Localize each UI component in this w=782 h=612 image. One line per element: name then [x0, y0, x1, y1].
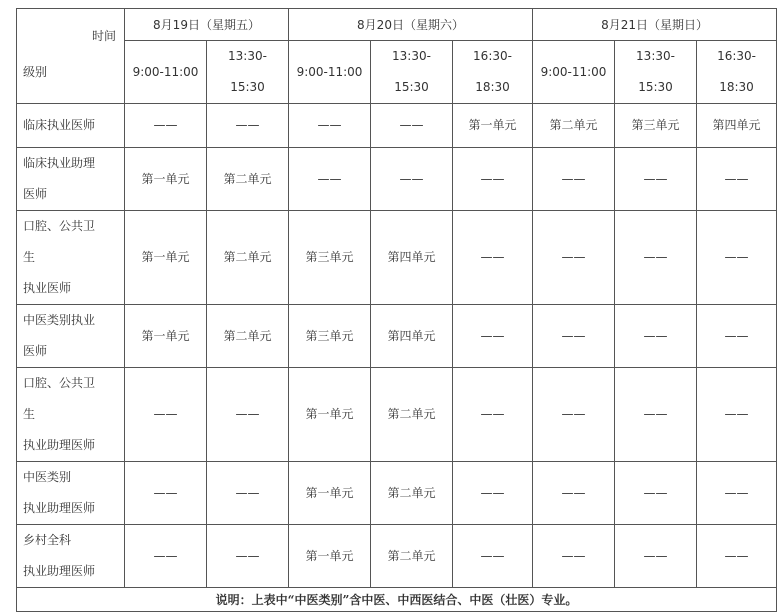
- schedule-cell: ——: [533, 148, 615, 211]
- schedule-cell: ——: [125, 462, 207, 525]
- schedule-cell: ——: [697, 305, 777, 368]
- schedule-cell: ——: [533, 368, 615, 462]
- header-corner-cell: [17, 9, 125, 104]
- table-row: [17, 368, 777, 462]
- schedule-cell: 第一单元: [289, 368, 371, 462]
- slot-header: 16:30- 18:30: [697, 41, 777, 104]
- schedule-cell: ——: [453, 211, 533, 305]
- schedule-cell: ——: [615, 368, 697, 462]
- schedule-cell: 第一单元: [453, 104, 533, 148]
- corner-level-label: 级别: [23, 65, 48, 79]
- level-label-line: 口腔、公共卫: [23, 376, 96, 390]
- schedule-cell: ——: [207, 104, 289, 148]
- level-cell: [17, 211, 125, 305]
- level-label-line: 乡村全科: [23, 533, 72, 547]
- schedule-cell: ——: [289, 148, 371, 211]
- footnote: 说明：上表中“中医类别”含中医、中西医结合、中医（壮医）专业。: [17, 588, 777, 612]
- schedule-cell: ——: [615, 211, 697, 305]
- schedule-cell: ——: [371, 104, 453, 148]
- level-label-line: 医师: [23, 344, 48, 358]
- schedule-cell: 第二单元: [371, 525, 453, 588]
- table-row: [17, 305, 777, 368]
- schedule-cell: ——: [615, 462, 697, 525]
- level-label-line: 执业医师: [23, 281, 72, 295]
- schedule-cell: 第二单元: [207, 148, 289, 211]
- schedule-cell: ——: [615, 305, 697, 368]
- level-label-line: 中医类别: [23, 470, 72, 484]
- level-label-line: 执业助理医师: [23, 564, 96, 578]
- schedule-cell: ——: [453, 368, 533, 462]
- schedule-cell: ——: [533, 211, 615, 305]
- date-header-aug21: 8月21日（星期日）: [533, 9, 777, 41]
- slot-header-row: [17, 41, 777, 104]
- slot-header: 13:30- 15:30: [371, 41, 453, 104]
- schedule-cell: ——: [125, 525, 207, 588]
- level-label-line: 中医类别执业: [23, 313, 96, 327]
- schedule-cell: 第一单元: [125, 211, 207, 305]
- level-label-line: 生: [23, 250, 36, 264]
- table-row: [17, 462, 777, 525]
- schedule-cell: ——: [453, 462, 533, 525]
- table-row: [17, 211, 777, 305]
- schedule-cell: ——: [697, 462, 777, 525]
- schedule-cell: ——: [697, 525, 777, 588]
- schedule-cell: ——: [125, 104, 207, 148]
- level-label-line: 执业助理医师: [23, 501, 96, 515]
- schedule-cell: ——: [697, 211, 777, 305]
- schedule-cell: 第四单元: [371, 211, 453, 305]
- schedule-cell: 第一单元: [125, 305, 207, 368]
- schedule-cell: ——: [453, 525, 533, 588]
- level-label-line: 临床执业医师: [23, 118, 96, 132]
- schedule-cell: 第二单元: [371, 462, 453, 525]
- level-cell: [17, 148, 125, 211]
- schedule-cell: 第一单元: [289, 462, 371, 525]
- table-row: [17, 104, 777, 148]
- schedule-cell: ——: [697, 148, 777, 211]
- level-label-line: 口腔、公共卫: [23, 219, 96, 233]
- level-label-line: 临床执业助理: [23, 156, 96, 170]
- schedule-cell: 第一单元: [125, 148, 207, 211]
- schedule-cell: ——: [533, 525, 615, 588]
- slot-header: 13:30- 15:30: [207, 41, 289, 104]
- schedule-cell: ——: [453, 305, 533, 368]
- schedule-cell: ——: [125, 368, 207, 462]
- date-header-aug20: 8月20日（星期六）: [289, 9, 533, 41]
- slot-header: 16:30- 18:30: [453, 41, 533, 104]
- level-cell: [17, 462, 125, 525]
- schedule-cell: ——: [207, 368, 289, 462]
- level-label-line: 执业助理医师: [23, 438, 96, 452]
- schedule-cell: 第三单元: [289, 211, 371, 305]
- schedule-cell: ——: [371, 148, 453, 211]
- level-label-line: 医师: [23, 187, 48, 201]
- schedule-cell: ——: [453, 148, 533, 211]
- schedule-cell: ——: [533, 462, 615, 525]
- level-cell: [17, 104, 125, 148]
- schedule-cell: ——: [697, 368, 777, 462]
- schedule-cell: 第三单元: [289, 305, 371, 368]
- schedule-cell: ——: [207, 462, 289, 525]
- slot-header: 9:00-11:00: [533, 41, 615, 104]
- schedule-cell: ——: [207, 525, 289, 588]
- level-cell: [17, 525, 125, 588]
- schedule-cell: 第二单元: [207, 211, 289, 305]
- schedule-cell: ——: [615, 525, 697, 588]
- corner-time-label: 时间: [91, 29, 116, 43]
- schedule-cell: ——: [289, 104, 371, 148]
- table-row: [17, 525, 777, 588]
- schedule-cell: 第四单元: [371, 305, 453, 368]
- schedule-table: [16, 8, 777, 612]
- schedule-cell: 第二单元: [207, 305, 289, 368]
- level-cell: [17, 305, 125, 368]
- schedule-cell: ——: [615, 148, 697, 211]
- date-header-aug19: 8月19日（星期五）: [125, 9, 289, 41]
- schedule-cell: 第一单元: [289, 525, 371, 588]
- slot-header: 9:00-11:00: [125, 41, 207, 104]
- slot-header: 9:00-11:00: [289, 41, 371, 104]
- slot-header: 13:30- 15:30: [615, 41, 697, 104]
- exam-schedule: [16, 8, 776, 612]
- schedule-cell: 第三单元: [615, 104, 697, 148]
- schedule-cell: 第二单元: [371, 368, 453, 462]
- schedule-cell: ——: [533, 305, 615, 368]
- table-row: [17, 148, 777, 211]
- schedule-cell: 第四单元: [697, 104, 777, 148]
- level-label-line: 生: [23, 407, 36, 421]
- schedule-cell: 第二单元: [533, 104, 615, 148]
- level-cell: [17, 368, 125, 462]
